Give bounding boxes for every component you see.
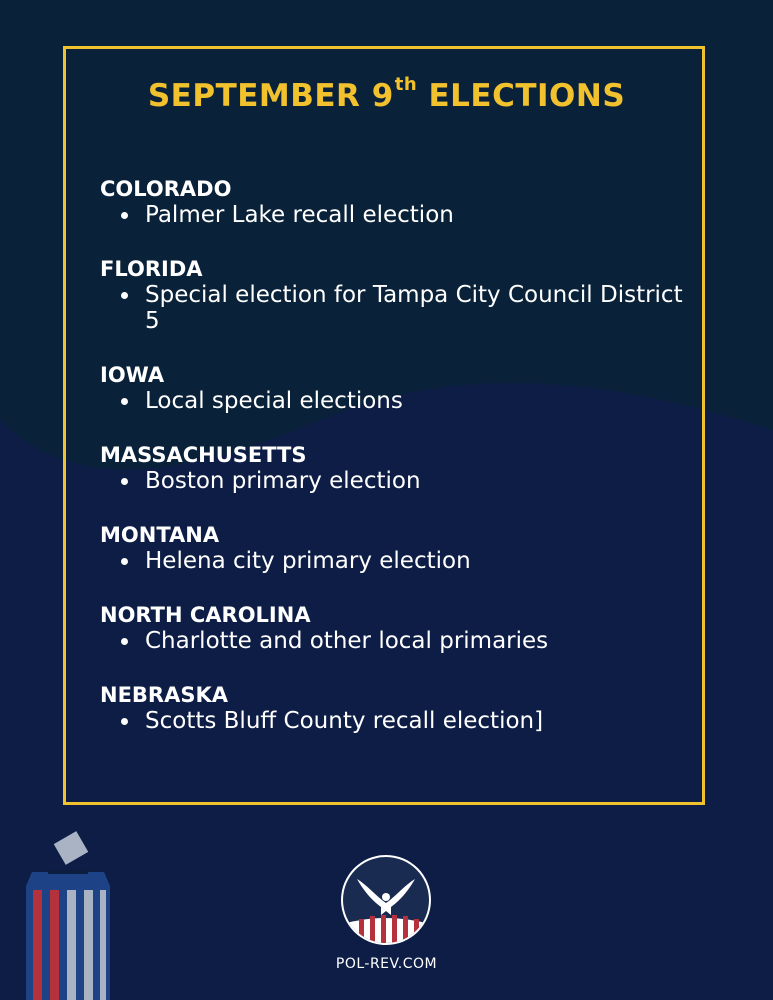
- bullet-icon: [121, 398, 128, 405]
- list-item: Special election for Tampa City Council District 5: [100, 282, 685, 334]
- state-group-north-carolina: [100, 602, 690, 654]
- bullet-icon: [121, 478, 128, 485]
- elections-list: [100, 176, 690, 762]
- state-group-florida: [100, 256, 690, 334]
- state-group-montana: [100, 522, 690, 574]
- list-item: Palmer Lake recall election: [100, 202, 690, 228]
- list-item: Boston primary election: [100, 468, 690, 494]
- bullet-icon: [121, 558, 128, 565]
- state-group-iowa: [100, 362, 690, 414]
- eagle-logo-icon: [339, 853, 433, 947]
- bullet-icon: [121, 638, 128, 645]
- state-name: MONTANA: [100, 523, 220, 547]
- site-url: POL-REV.COM: [335, 956, 438, 972]
- ballot-box-icon: [20, 828, 120, 1000]
- state-name: MASSACHUSETTS: [100, 443, 307, 467]
- list-item: Helena city primary election: [100, 548, 690, 574]
- state-group-nebraska: [100, 682, 690, 734]
- page-title: SEPTEMBER 9th ELECTIONS: [147, 74, 626, 114]
- bullet-icon: [121, 212, 128, 219]
- state-group-massachusetts: [100, 442, 690, 494]
- state-name: IOWA: [100, 363, 165, 387]
- state-name: COLORADO: [100, 177, 232, 201]
- bullet-icon: [121, 718, 128, 725]
- state-name: FLORIDA: [100, 257, 203, 281]
- list-item: Scotts Bluff County recall election]: [100, 708, 690, 734]
- state-group-colorado: [100, 176, 690, 228]
- state-name: NEBRASKA: [100, 683, 228, 707]
- bullet-icon: [121, 292, 128, 299]
- state-name: NORTH CAROLINA: [100, 603, 311, 627]
- list-item: Local special elections: [100, 388, 690, 414]
- list-item: Charlotte and other local primaries: [100, 628, 690, 654]
